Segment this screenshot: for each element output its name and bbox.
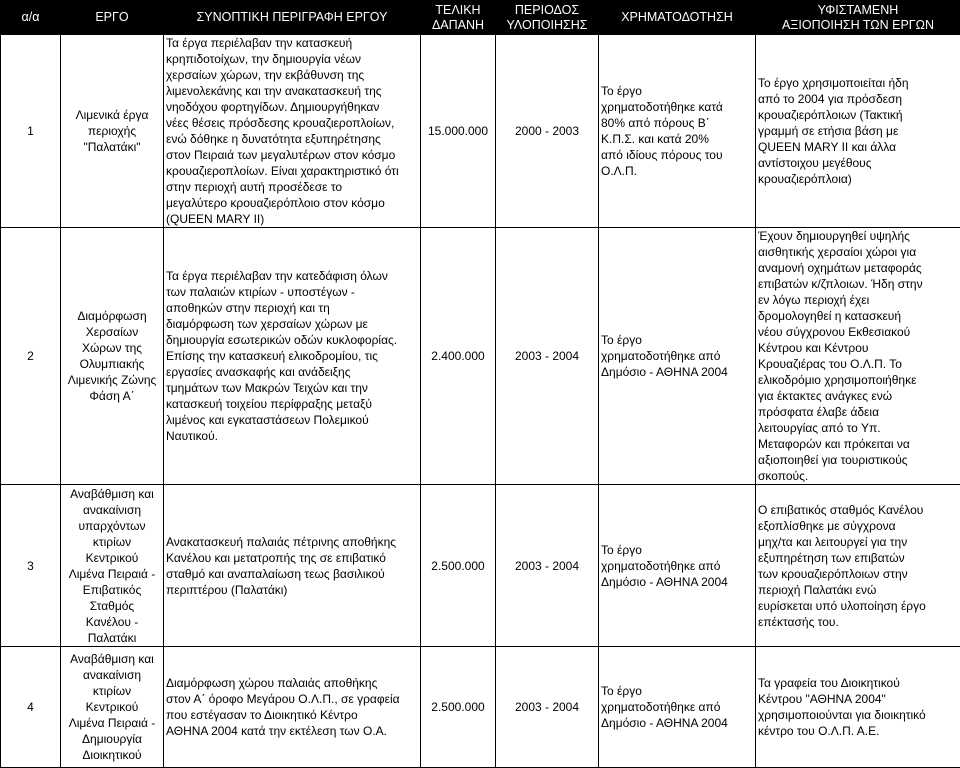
cell-project: Λιμενικά έργα περιοχής "Παλατάκι" [61, 35, 164, 228]
cell-description: Τα έργα περιέλαβαν την κατεδάφιση όλων των παλαιών κτιρίων - υποστέγων - αποθηκών στην περιοχή και τη διαμόρφωση των χερσαίων χώρων με δημιουργία εσωτερικών οδών κυκλοφορίας. Επίσης την κατασκευή ελικοδρομίου, τις εργασίες ανασκαφής και ανάδειξης τμημάτων των Μακρών Τειχών και την κατασκευή τοιχείου περίφραξης μεταξύ λιμένος και εγκαταστάσεων Πολεμικού Ναυτικού. [164, 228, 421, 485]
header-period: ΠΕΡΙΟΔΟΣ ΥΛΟΠΟΙΗΣΗΣ [496, 1, 599, 35]
header-funding: ΧΡΗΜΑΤΟΔΟΤΗΣΗ [599, 1, 756, 35]
cell-period: 2003 - 2004 [496, 485, 599, 647]
header-cost: ΤΕΛΙΚΗ ΔΑΠΑΝΗ [421, 1, 496, 35]
cell-funding: Το έργο χρηματοδοτήθηκε από Δημόσιο - ΑΘΗΝΑ 2004 [599, 647, 756, 768]
cell-funding: Το έργο χρηματοδοτήθηκε από Δημόσιο - ΑΘΗΝΑ 2004 [599, 228, 756, 485]
header-description: ΣΥΝΟΠΤΙΚΗ ΠΕΡΙΓΡΑΦΗ ΕΡΓΟΥ [164, 1, 421, 35]
cell-status: Τα γραφεία του Διοικητικού Κέντρου "ΑΘΗΝΑ 2004" χρησιμοποιούνται για διοικητικό κέντρο του Ο.Λ.Π. Α.Ε. [756, 647, 960, 768]
cell-description: Διαμόρφωση χώρου παλαιάς αποθήκης στον Α΄ όροφο Μεγάρου Ο.Λ.Π., σε γραφεία που εστέγασαν το Διοικητικό Κέντρο ΑΘΗΝΑ 2004 κατά την εκτέλεση των Ο.Α. [164, 647, 421, 768]
table-row [1, 228, 960, 485]
cell-period: 2003 - 2004 [496, 228, 599, 485]
cell-funding: Το έργο χρηματοδοτήθηκε κατά 80% από πόρους Β΄ Κ.Π.Σ. και κατά 20% από ιδίους πόρους του Ο.Λ.Π. [599, 35, 756, 228]
table-row [1, 647, 960, 768]
cell-period: 2003 - 2004 [496, 647, 599, 768]
cell-status: Ο επιβατικός σταθμός Κανέλου εξοπλίσθηκε με σύγχρονα μηχ/τα και λειτουργεί για την εξυπηρέτηση των επιβατών των κρουαζιερόπλοιων στην περιοχή Παλατάκι ενώ ευρίσκεται υπό υλοποίηση έργο επέκτασής του. [756, 485, 960, 647]
cell-status: Έχουν δημιουργηθεί υψηλής αισθητικής χερσαίοι χώροι για αναμονή οχημάτων μεταφοράς επιβατών κ/ζπλοιων. Ήδη στην εν λόγω περιοχή έχει δρομολογηθεί η κατασκευή νέου σύγχρονου Εκθεσιακού Κέντρου και Κέντρου Κρουαζιέρας του Ο.Λ.Π. Το ελικοδρόμιο χρησιμοποιήθηκε για έκτακτες ανάγκες ενώ πρόσφατα έλαβε άδεια λειτουργίας από το Υπ. Μεταφορών και πρόκειται να αξιοποιηθεί για τουριστικούς σκοπούς. [756, 228, 960, 485]
cell-cost: 2.400.000 [421, 228, 496, 485]
cell-project: Αναβάθμιση και ανακαίνιση υπαρχόντων κτιρίων Κεντρικού Λιμένα Πειραιά - Επιβατικός Σταθμός Κανέλου - Παλατάκι [61, 485, 164, 647]
cell-project: Διαμόρφωση Χερσαίων Χώρων της Ολυμπιακής Λιμενικής Ζώνης Φάση Α΄ [61, 228, 164, 485]
cell-num: 4 [1, 647, 61, 768]
cell-num: 2 [1, 228, 61, 485]
cell-cost: 2.500.000 [421, 647, 496, 768]
cell-num: 3 [1, 485, 61, 647]
cell-funding: Το έργο χρηματοδοτήθηκε από Δημόσιο - ΑΘΗΝΑ 2004 [599, 485, 756, 647]
cell-description: Ανακατασκευή παλαιάς πέτρινης αποθήκης Κανέλου και μετατροπής της σε επιβατικό σταθμό και αναπαλαίωση τεως βασιλικού περιπτέρου (Παλατάκι) [164, 485, 421, 647]
cell-num: 1 [1, 35, 61, 228]
cell-cost: 2.500.000 [421, 485, 496, 647]
header-status: ΥΦΙΣΤΑΜΕΝΗ ΑΞΙΟΠΟΙΗΣΗ ΤΩΝ ΕΡΓΩΝ [756, 1, 960, 35]
cell-status: Το έργο χρησιμοποιείται ήδη από το 2004 για πρόσδεση κρουαζιερόπλοιων (Τακτική γραμμή σε ετήσια βάση με QUEEN MARY II και άλλα αντίστοιχου μεγέθους κρουαζιερόπλοια) [756, 35, 960, 228]
table-row [1, 35, 960, 228]
cell-project: Αναβάθμιση και ανακαίνιση κτιρίων Κεντρικού Λιμένα Πειραιά - Δημιουργία Διοικητικού [61, 647, 164, 768]
header-num: α/α [1, 1, 61, 35]
cell-description: Τα έργα περιέλαβαν την κατασκευή κρηπιδοτοίχων, την δημιουργία νέων χερσαίων χώρων, την εκβάθυνση της λιμενολεκάνης και την ανακατασκευή της νηοδόχου φορτηγίδων. Δημιουργήθηκαν νέες θέσεις πρόσδεσης κρουαζιεροπλοίων, ενώ δόθηκε η δυνατότητα εξυπηρέτησης στον Πειραιά των μεγαλυτέρων στον κόσμο κρουαζιεροπλοίων. Είναι χαρακτηριστικό ότι στην περιοχή αυτή προσέδεσε το μεγαλύτερο κρουαζιερόπλοιο στον κόσμο (QUEEN MARY II) [164, 35, 421, 228]
header-project: ΕΡΓΟ [61, 1, 164, 35]
table-row [1, 485, 960, 647]
header-row [1, 1, 960, 35]
cell-cost: 15.000.000 [421, 35, 496, 228]
cell-period: 2000 - 2003 [496, 35, 599, 228]
